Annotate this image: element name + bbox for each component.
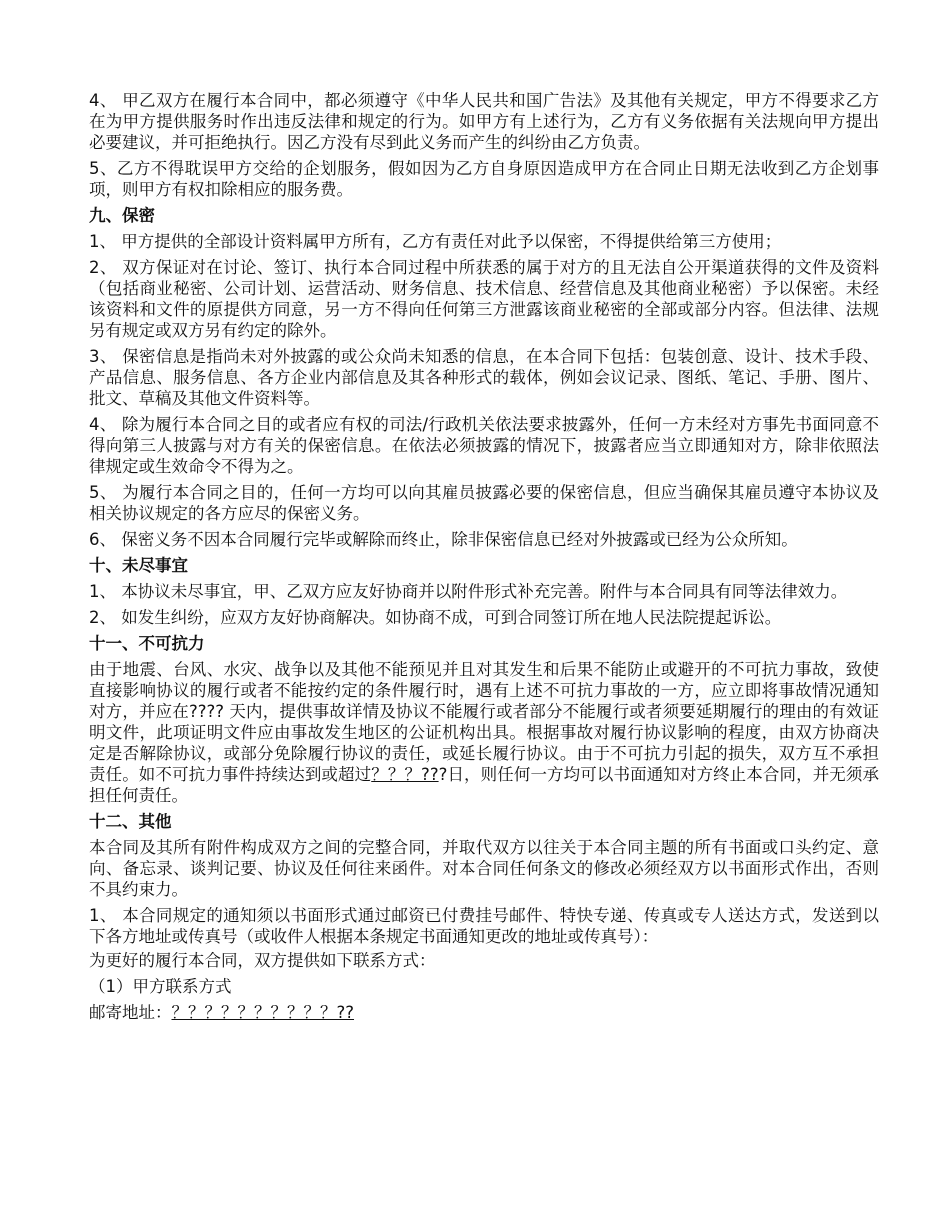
- clause-9-4: 4、 除为履行本合同之目的或者应有权的司法/行政机关依法要求披露外，任何一方未经对方事先书面同意不得向第三人披露与对方有关的保密信息。在依法必须披露的情况下，披露者应当立即通知对方，除非依照法律规定或生效命令不得为之。: [89, 415, 879, 476]
- clause-11-1-text-end: ?日，则任何一方均可以书面通知对方终止本合同，并无须承担任何责任。: [89, 765, 880, 805]
- clause-9-6: 6、 保密义务不因本合同履行完毕或解除而终止，除非保密信息已经对外披露或已经为公众所知。: [89, 530, 798, 549]
- section-11-heading: 十一、不可抗力: [89, 634, 205, 653]
- clause-8-5: 5、乙方不得耽误甲方交给的企划服务，假如因为乙方自身原因造成甲方在合同止日期无法收到乙方企划事项，则甲方有权扣除相应的服务费。: [89, 159, 879, 199]
- party-a-contact-heading: （1）甲方联系方式: [89, 977, 232, 996]
- section-9-heading: 九、保密: [89, 206, 155, 225]
- clause-9-5: 5、 为履行本合同之目的，任何一方均可以向其雇员披露必要的保密信息，但应当确保其雇员遵守本协议及相关协议规定的各方应尽的保密义务。: [89, 483, 879, 523]
- section-10-heading: 十、未尽事宜: [89, 556, 188, 575]
- clause-9-1: 1、 甲方提供的全部设计资料属甲方所有，乙方有责任对此予以保密，不得提供给第三方使用；: [89, 232, 782, 251]
- clause-12-1: 1、 本合同规定的通知须以书面形式通过邮资已付费挂号邮件、特快专递、传真或专人送达方式，发送到以下各方地址或传真号（或收件人根据本条规定书面通知更改的地址或传真号）：: [89, 906, 879, 946]
- clause-11-1-text: 由于地震、台风、水灾、战争以及其他不能预见并且对其发生和后果不能防止或避开的不可抗力事故，致使直接影响协议的履行或者不能按约定的条件履行时，遇有上述不可抗力事故的一方，应立即将事故情况通知对方，并应在???? 天内，提供事故详情及协议不能履行或者部分不能履行或者须要延期履行的理由的有效证明文件，此项证明文件应由事故发生地区的公证机构出具。根据事故对履行协议影响的程度，由双方协商决定是否解除协议，或部分免除履行协议的责任，或延长履行协议。由于不可抗力引起的损失，双方互不承担责任。如不可抗力事件持续达到或超过: [89, 660, 879, 784]
- clause-9-2: 2、 双方保证对在讨论、签订、执行本合同过程中所获悉的属于对方的且无法自公开渠道获得的文件及资料（包括商业秘密、公司计划、运营活动、财务信息、技术信息、经营信息及其他商业秘密）予以保密。未经该资料和文件的原提供方同意，另一方不得向任何第三方泄露该商业秘密的全部或部分内容。但法律、法规另有规定或双方另有约定的除外。: [89, 258, 879, 340]
- mailing-address-line: [89, 1002, 879, 1023]
- clause-10-2: 2、 如发生纠纷，应双方友好协商解决。如协商不成，可到合同签订所在地人民法院提起诉讼。: [89, 608, 782, 627]
- days-blank: ？？？??: [371, 765, 439, 784]
- clause-10-1: 1、 本协议未尽事宜，甲、乙双方应友好协商并以附件形式补充完善。附件与本合同具有同等法律效力。: [89, 582, 848, 601]
- contract-page: [89, 90, 879, 1028]
- section-12-heading: 十二、其他: [89, 812, 172, 831]
- clause-12-intro: 本合同及其所有附件构成双方之间的完整合同，并取代双方以往关于本合同主题的所有书面或口头约定、意向、备忘录、谈判记要、协议及任何往来函件。对本合同任何条文的修改必须经双方以书面形式作出，否则不具约束力。: [89, 838, 879, 899]
- clause-8-4: 4、 甲乙双方在履行本合同中，都必须遵守《中华人民共和国广告法》及其他有关规定，甲方不得要求乙方在为甲方提供服务时作出违反法律和规定的行为。如甲方有上述行为，乙方有义务依据有关法规向甲方提出必要建议，并可拒绝执行。因乙方没有尽到此义务而产生的纠纷由乙方负责。: [89, 91, 879, 152]
- mailing-address-label: 邮寄地址：: [89, 1003, 172, 1022]
- mailing-address-blank: ？？？？？？？？？？??: [171, 1003, 355, 1022]
- clause-9-3: 3、 保密信息是指尚未对外披露的或公众尚未知悉的信息，在本合同下包括：包装创意、设计、技术手段、产品信息、服务信息、各方企业内部信息及其各种形式的载体，例如会议记录、图纸、笔记、手册、图片、批文、草稿及其他文件资料等。: [89, 347, 879, 408]
- clause-11-1: [89, 659, 879, 806]
- contact-intro: 为更好的履行本合同，双方提供如下联系方式：: [89, 951, 436, 970]
